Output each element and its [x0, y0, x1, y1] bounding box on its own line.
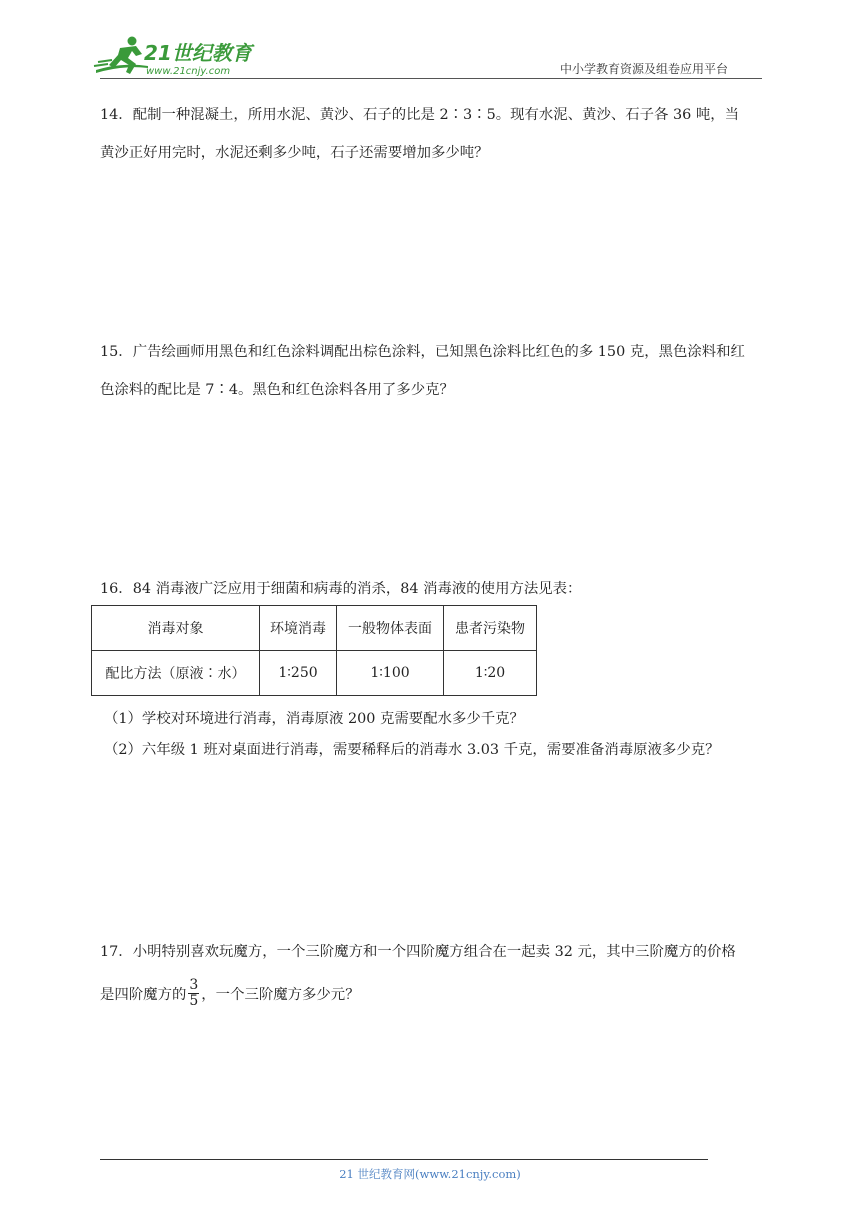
footer-divider: [100, 1159, 708, 1160]
question-16-part-2: （2）六年级 1 班对桌面进行消毒，需要稀释后的消毒水 3.03 千克，需要准备消毒原液多少克？: [104, 742, 720, 758]
fraction-numerator: 3: [189, 976, 199, 993]
question-17-line-1: 17．小明特别喜欢玩魔方，一个三阶魔方和一个四阶魔方组合在一起卖 32 元，其中三阶魔方的价格: [100, 944, 736, 960]
table-header-row: [92, 606, 537, 651]
table-cell: 患者污染物: [444, 606, 537, 651]
question-16-part-1: （1）学校对环境进行消毒，消毒原液 200 克需要配水多少千克？: [104, 711, 524, 727]
table-cell: 1∶100: [337, 651, 444, 696]
question-16-line-1: 16．84 消毒液广泛应用于细菌和病毒的消杀，84 消毒液的使用方法见表：: [100, 581, 582, 597]
fraction-denominator: 5: [189, 992, 199, 1009]
question-17-line-2: [100, 971, 765, 1019]
question-14-line-2: 黄沙正好用完时，水泥还剩多少吨，石子还需要增加多少吨？: [100, 145, 489, 161]
question-17-text-before: 是四阶魔方的: [100, 987, 187, 1003]
question-15: [100, 333, 765, 409]
question-15-line-1: 15．广告绘画师用黑色和红色涂料调配出棕色涂料，已知黑色涂料比红色的多 150 克，黑色涂料和红: [100, 344, 745, 360]
question-14: [100, 96, 765, 172]
question-17: [100, 933, 765, 1019]
table-cell: 一般物体表面: [337, 606, 444, 651]
disinfectant-ratio-table: [91, 605, 537, 696]
platform-name: 中小学教育资源及组卷应用平台: [560, 62, 729, 76]
table-cell: 消毒对象: [92, 606, 260, 651]
table-cell: 1∶20: [444, 651, 537, 696]
question-15-line-2: 色涂料的配比是 7∶4。黑色和红色涂料各用了多少克？: [100, 382, 454, 398]
fraction: [188, 978, 199, 1009]
logo-sub-text: www.21cnjy.com: [146, 66, 231, 77]
question-17-text-after: ，一个三阶魔方多少元？: [201, 987, 360, 1003]
site-logo: [92, 32, 262, 80]
question-14-line-1: 14．配制一种混凝土，所用水泥、黄沙、石子的比是 2∶3∶5。现有水泥、黄沙、石子各 36 吨，当: [100, 107, 740, 123]
table-cell: 环境消毒: [260, 606, 337, 651]
logo-main-text: 21世纪教育: [144, 41, 252, 65]
table-cell: 1∶250: [260, 651, 337, 696]
runner-logo-icon: [92, 32, 262, 80]
footer-text: 21 世纪教育网(www.21cnjy.com): [339, 1167, 521, 1181]
question-16: [100, 570, 765, 608]
header-divider: [100, 78, 762, 79]
table-row: [92, 651, 537, 696]
table-cell: 配比方法（原液∶水）: [92, 651, 260, 696]
